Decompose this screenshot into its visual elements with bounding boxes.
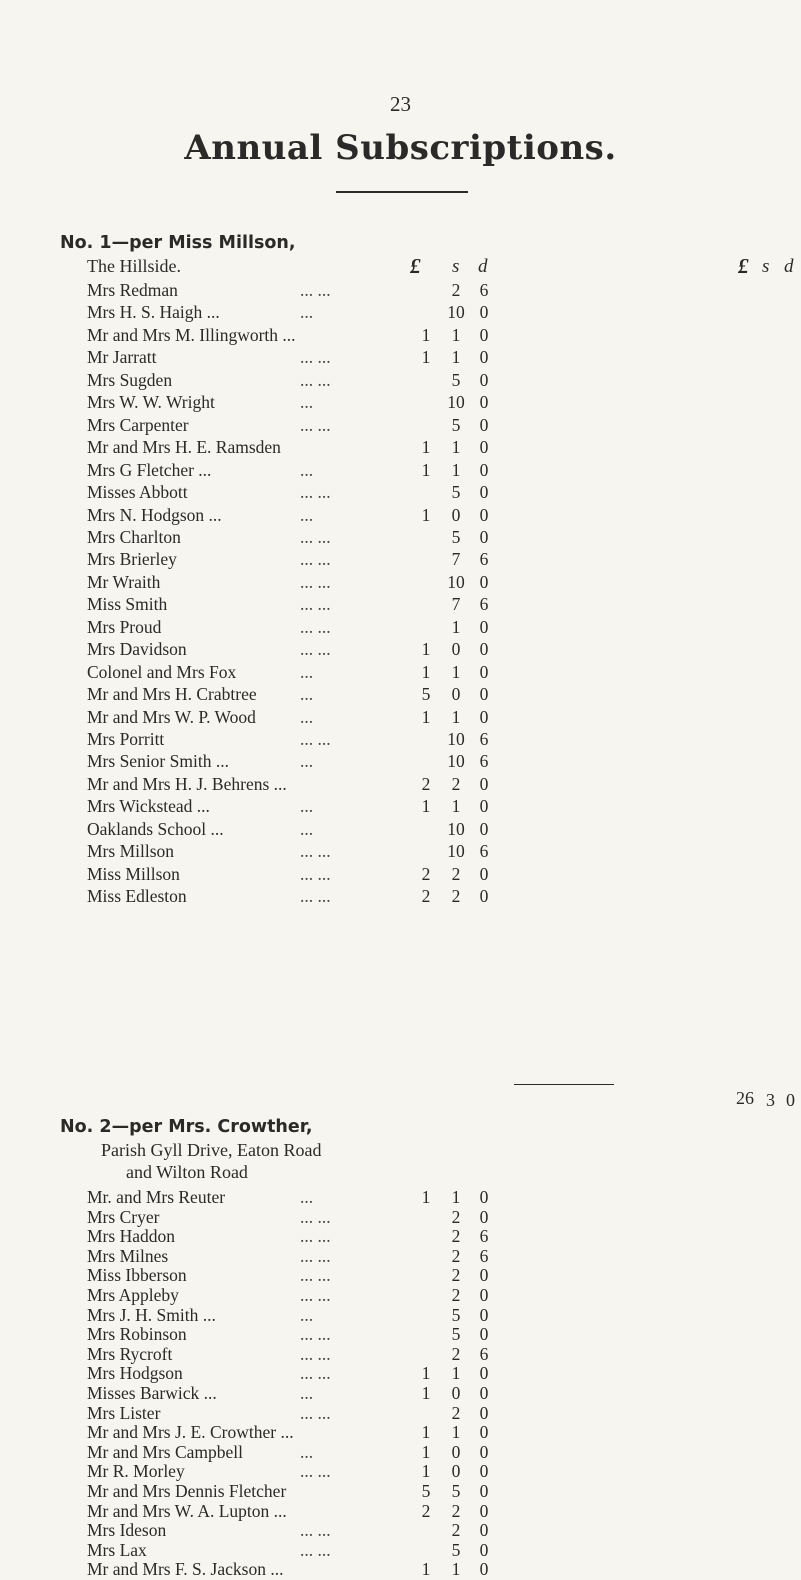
leader-dots: ... ... [300,571,331,592]
shillings-amount: 0 [451,639,461,660]
pounds-amount: 1 [421,1383,431,1403]
section-1-total-pence: 0 [786,1090,795,1110]
pounds-amount: 1 [421,1422,431,1443]
subscriber-row [0,706,801,728]
shillings-amount: 2 [451,1520,461,1541]
pence-column-header: d [478,256,488,277]
subscriber-name: Mrs Senior Smith ... [87,751,229,772]
subscriber-name: Mrs Haddon [87,1226,175,1247]
leader-dots: ... [300,1383,314,1403]
subscriber-name: Mr and Mrs Dennis Fletcher [87,1481,287,1501]
subscriber-row [0,526,801,548]
shillings-amount: 2 [451,280,461,300]
shillings-amount: 2 [451,1343,461,1364]
pence-amount: 0 [479,616,489,637]
pence-amount: 0 [479,1383,489,1403]
pence-amount: 0 [479,1481,489,1501]
pence-amount: 0 [479,1206,489,1227]
shillings-amount: 1 [451,616,461,637]
pence-amount: 0 [479,504,489,525]
total-pounds-column-header: £ [738,254,749,278]
subscriber-name: Mrs Hodgson [87,1363,183,1384]
shillings-amount: 1 [451,1559,461,1580]
shillings-amount: 0 [451,1461,461,1482]
leader-dots: ... [300,796,314,817]
shillings-amount: 7 [451,594,461,615]
pence-amount: 0 [479,661,489,682]
subscriber-name: Mrs H. S. Haigh ... [87,302,220,323]
leader-dots: ... [300,818,314,839]
pounds-amount: 1 [421,347,431,368]
subscriber-name: Mrs G Fletcher ... [87,459,212,480]
page-title: Annual Subscriptions. [184,128,617,168]
leader-dots: ... [300,504,314,525]
pence-amount: 0 [479,347,489,368]
shillings-amount: 0 [451,1383,461,1403]
pence-amount: 6 [479,751,489,772]
leader-dots: ... ... [300,1245,331,1266]
subscriber-name: Mrs Proud [87,616,162,637]
pounds-amount: 1 [421,796,431,817]
pence-amount: 6 [479,280,489,300]
subscriber-name: Mrs Appleby [87,1285,179,1305]
pence-amount: 0 [479,1559,489,1580]
pence-amount: 0 [479,706,489,727]
leader-dots: ... [300,1187,314,1207]
leader-dots: ... [300,1441,314,1462]
pence-amount: 0 [479,1500,489,1521]
leader-dots: ... ... [300,526,331,547]
pounds-amount: 1 [421,1461,431,1482]
shillings-amount: 5 [451,482,461,503]
subscriber-name: Mrs Rycroft [87,1343,173,1364]
pence-amount: 0 [479,684,489,705]
shillings-amount: 1 [451,459,461,480]
shillings-amount: 5 [451,414,461,435]
subscriber-row [0,391,801,413]
shillings-amount: 10 [447,729,465,749]
pounds-amount: 1 [421,504,431,525]
pence-amount: 6 [479,549,489,570]
subscriber-name: Mr Jarratt [87,347,157,368]
subscriber-name: Mrs N. Hodgson ... [87,504,222,525]
subscriber-row [0,346,801,368]
shillings-amount: 2 [451,1285,461,1305]
pence-amount: 6 [479,1245,489,1266]
leader-dots: ... [300,392,314,413]
subscriber-name: Mrs Carpenter [87,414,189,435]
pence-amount: 0 [479,1520,489,1541]
pounds-amount: 1 [421,459,431,480]
subscriber-row [0,773,801,795]
title-underline [336,191,468,193]
pence-amount: 0 [479,1265,489,1286]
shillings-amount: 1 [451,661,461,682]
total-rule [514,1084,614,1085]
shillings-amount: 1 [451,706,461,727]
pounds-amount: 1 [421,706,431,727]
subscriber-row [0,863,801,885]
shillings-amount: 10 [447,841,465,862]
section-1-total-shillings: 3 [766,1090,775,1110]
subscriber-name: Mr and Mrs W. A. Lupton ... [87,1500,287,1521]
leader-dots: ... ... [300,414,331,435]
pounds-amount: 2 [421,886,431,907]
pence-amount: 6 [479,1226,489,1247]
leader-dots: ... ... [300,616,331,637]
pence-amount: 6 [479,1343,489,1364]
shillings-amount: 10 [447,571,465,592]
pence-amount: 0 [479,1539,489,1560]
leader-dots: ... [300,1304,314,1325]
leader-dots: ... ... [300,1324,331,1345]
subscriber-name: Misses Barwick ... [87,1383,217,1403]
shillings-amount: 2 [451,1206,461,1227]
subscriber-row [0,638,801,660]
leader-dots: ... [300,302,314,323]
subscriber-name: Mrs Brierley [87,549,177,570]
shillings-amount: 1 [451,1363,461,1384]
pounds-amount: 1 [421,639,431,660]
section-1-heading: No. 1—per Miss Millson, [60,233,296,253]
subscriber-row [0,885,801,907]
shillings-amount: 2 [451,1500,461,1521]
shillings-amount: 10 [447,818,465,839]
pounds-amount: 5 [421,684,431,705]
subscriber-name: Mr and Mrs J. E. Crowther ... [87,1422,294,1443]
pence-amount: 0 [479,1285,489,1305]
leader-dots: ... ... [300,280,331,300]
subscriber-name: Mr and Mrs H. E. Ramsden [87,437,281,458]
pence-amount: 0 [479,324,489,345]
subscriber-name: Mrs Ideson [87,1520,167,1541]
leader-dots: ... [300,706,314,727]
shillings-amount: 1 [451,437,461,458]
subscriber-name: Mrs Redman [87,280,178,300]
pence-amount: 0 [479,392,489,413]
pounds-amount: 1 [421,1441,431,1462]
pence-amount: 0 [479,818,489,839]
subscriber-name: Mrs Robinson [87,1324,187,1345]
pence-amount: 0 [479,773,489,794]
pence-amount: 0 [479,1324,489,1345]
shillings-column-header: s [452,256,460,277]
subscriber-name: Mrs Porritt [87,729,165,749]
pence-amount: 0 [479,1422,489,1443]
subscriber-row [0,795,801,817]
subscriber-row [0,436,801,458]
pence-amount: 6 [479,594,489,615]
subscriber-row [0,1558,801,1580]
subscriber-name: Mrs Wickstead ... [87,796,210,817]
pence-amount: 0 [479,302,489,323]
leader-dots: ... ... [300,1539,331,1560]
subscriber-row [0,840,801,862]
leader-dots: ... ... [300,549,331,570]
pence-amount: 0 [479,459,489,480]
subscriber-name: Miss Millson [87,863,180,884]
subscriber-row [0,548,801,570]
subscriber-row [0,661,801,683]
subscriber-name: Mr and Mrs F. S. Jackson ... [87,1559,284,1580]
pence-amount: 0 [479,1402,489,1423]
subscriber-row [0,728,801,750]
leader-dots: ... ... [300,1206,331,1227]
subscriber-name: Mrs Millson [87,841,175,862]
subscriber-name: Mrs Lister [87,1402,161,1423]
shillings-amount: 10 [447,751,465,772]
shillings-amount: 0 [451,684,461,705]
subscriber-name: Mrs Charlton [87,526,181,547]
pounds-amount: 1 [421,324,431,345]
shillings-amount: 2 [451,773,461,794]
shillings-amount: 5 [451,1481,461,1501]
pence-amount: 0 [479,369,489,390]
shillings-amount: 1 [451,1422,461,1443]
leader-dots: ... ... [300,729,331,749]
subscriber-name: Mr. and Mrs Reuter [87,1187,226,1207]
subscriber-row [0,481,801,503]
shillings-amount: 5 [451,526,461,547]
pence-amount: 0 [479,1363,489,1384]
pence-amount: 0 [479,1461,489,1482]
subscriber-name: Mr and Mrs H. J. Behrens ... [87,773,287,794]
shillings-amount: 2 [451,1402,461,1423]
pounds-amount: 2 [421,863,431,884]
subscriber-name: Mr and Mrs Campbell [87,1441,244,1462]
pounds-amount: 1 [421,1363,431,1384]
section-2-heading: No. 2—per Mrs. Crowther, [60,1117,313,1137]
subscriber-name: Mrs Milnes [87,1245,169,1266]
shillings-amount: 1 [451,324,461,345]
subscriber-row [0,301,801,323]
subscriber-row [0,750,801,772]
shillings-amount: 5 [451,369,461,390]
subscriber-row [0,616,801,638]
subscriber-name: Mrs Sugden [87,369,173,390]
leader-dots: ... ... [300,369,331,390]
shillings-amount: 1 [451,1187,461,1207]
leader-dots: ... ... [300,594,331,615]
section-1-subheading: The Hillside. [87,256,181,276]
subscriber-row [0,593,801,615]
subscriber-name: Miss Ibberson [87,1265,187,1286]
leader-dots: ... ... [300,1402,331,1423]
subscriber-name: Miss Edleston [87,886,187,907]
pence-amount: 0 [479,526,489,547]
subscriber-name: Mr and Mrs H. Crabtree [87,684,257,705]
subscriber-name: Oaklands School ... [87,818,224,839]
leader-dots: ... ... [300,1226,331,1247]
shillings-amount: 5 [451,1324,461,1345]
subscriber-row [0,683,801,705]
subscriber-name: Mrs Davidson [87,639,187,660]
shillings-amount: 2 [451,1245,461,1266]
leader-dots: ... ... [300,639,331,660]
shillings-amount: 0 [451,1441,461,1462]
shillings-amount: 7 [451,549,461,570]
subscriber-row [0,818,801,840]
subscriber-row [0,459,801,481]
shillings-amount: 2 [451,863,461,884]
pence-amount: 0 [479,863,489,884]
pounds-amount: 1 [421,437,431,458]
shillings-amount: 2 [451,1265,461,1286]
subscriber-row [0,571,801,593]
pence-amount: 0 [479,1304,489,1325]
pence-amount: 6 [479,729,489,749]
subscriber-name: Mrs J. H. Smith ... [87,1304,216,1325]
subscriber-name: Mr Wraith [87,571,161,592]
leader-dots: ... [300,459,314,480]
pounds-amount: 1 [421,661,431,682]
section-1-total-pounds: 26 [736,1088,754,1108]
leader-dots: ... [300,684,314,705]
pence-amount: 0 [479,571,489,592]
subscriber-row [0,324,801,346]
shillings-amount: 0 [451,504,461,525]
section-2-subheading-line1: Parish Gyll Drive, Eaton Road [101,1140,322,1160]
pence-amount: 0 [479,482,489,503]
total-pence-column-header: d [784,256,794,277]
pounds-amount: 1 [421,1187,431,1207]
subscriber-name: Colonel and Mrs Fox [87,661,237,682]
pence-amount: 0 [479,796,489,817]
pounds-amount: 5 [421,1481,431,1501]
shillings-amount: 1 [451,347,461,368]
total-shillings-column-header: s [762,256,770,277]
leader-dots: ... [300,751,314,772]
shillings-amount: 2 [451,1226,461,1247]
pence-amount: 0 [479,639,489,660]
pounds-amount: 2 [421,1500,431,1521]
leader-dots: ... ... [300,863,331,884]
shillings-amount: 5 [451,1304,461,1325]
subscriber-row [0,369,801,391]
leader-dots: ... ... [300,347,331,368]
pence-amount: 0 [479,414,489,435]
subscriber-name: Mr and Mrs W. P. Wood [87,706,256,727]
subscriber-name: Mrs Cryer [87,1206,160,1227]
pounds-column-header: £ [410,254,421,278]
pence-amount: 0 [479,1441,489,1462]
pounds-amount: 2 [421,773,431,794]
leader-dots: ... ... [300,1343,331,1364]
subscriber-name: Mrs W. W. Wright [87,392,215,413]
leader-dots: ... ... [300,1285,331,1305]
subscriber-name: Mr R. Morley [87,1461,185,1482]
pence-amount: 6 [479,841,489,862]
shillings-amount: 1 [451,796,461,817]
subscriber-row [0,414,801,436]
shillings-amount: 10 [447,392,465,413]
shillings-amount: 2 [451,886,461,907]
pence-amount: 0 [479,886,489,907]
pence-amount: 0 [479,437,489,458]
subscriber-row [0,279,801,301]
shillings-amount: 10 [447,302,465,323]
leader-dots: ... ... [300,482,331,503]
pence-amount: 0 [479,1187,489,1207]
leader-dots: ... ... [300,841,331,862]
leader-dots: ... [300,661,314,682]
section-2-subheading-line2: and Wilton Road [126,1162,248,1182]
leader-dots: ... ... [300,886,331,907]
page-number: 23 [390,92,411,116]
leader-dots: ... ... [300,1265,331,1286]
leader-dots: ... ... [300,1363,331,1384]
shillings-amount: 5 [451,1539,461,1560]
subscriber-name: Miss Smith [87,594,168,615]
leader-dots: ... ... [300,1461,331,1482]
pounds-amount: 1 [421,1559,431,1580]
subscriber-name: Mr and Mrs M. Illingworth ... [87,324,296,345]
leader-dots: ... ... [300,1520,331,1541]
subscriber-row [0,504,801,526]
subscriber-name: Mrs Lax [87,1539,147,1560]
subscriber-name: Misses Abbott [87,482,188,503]
